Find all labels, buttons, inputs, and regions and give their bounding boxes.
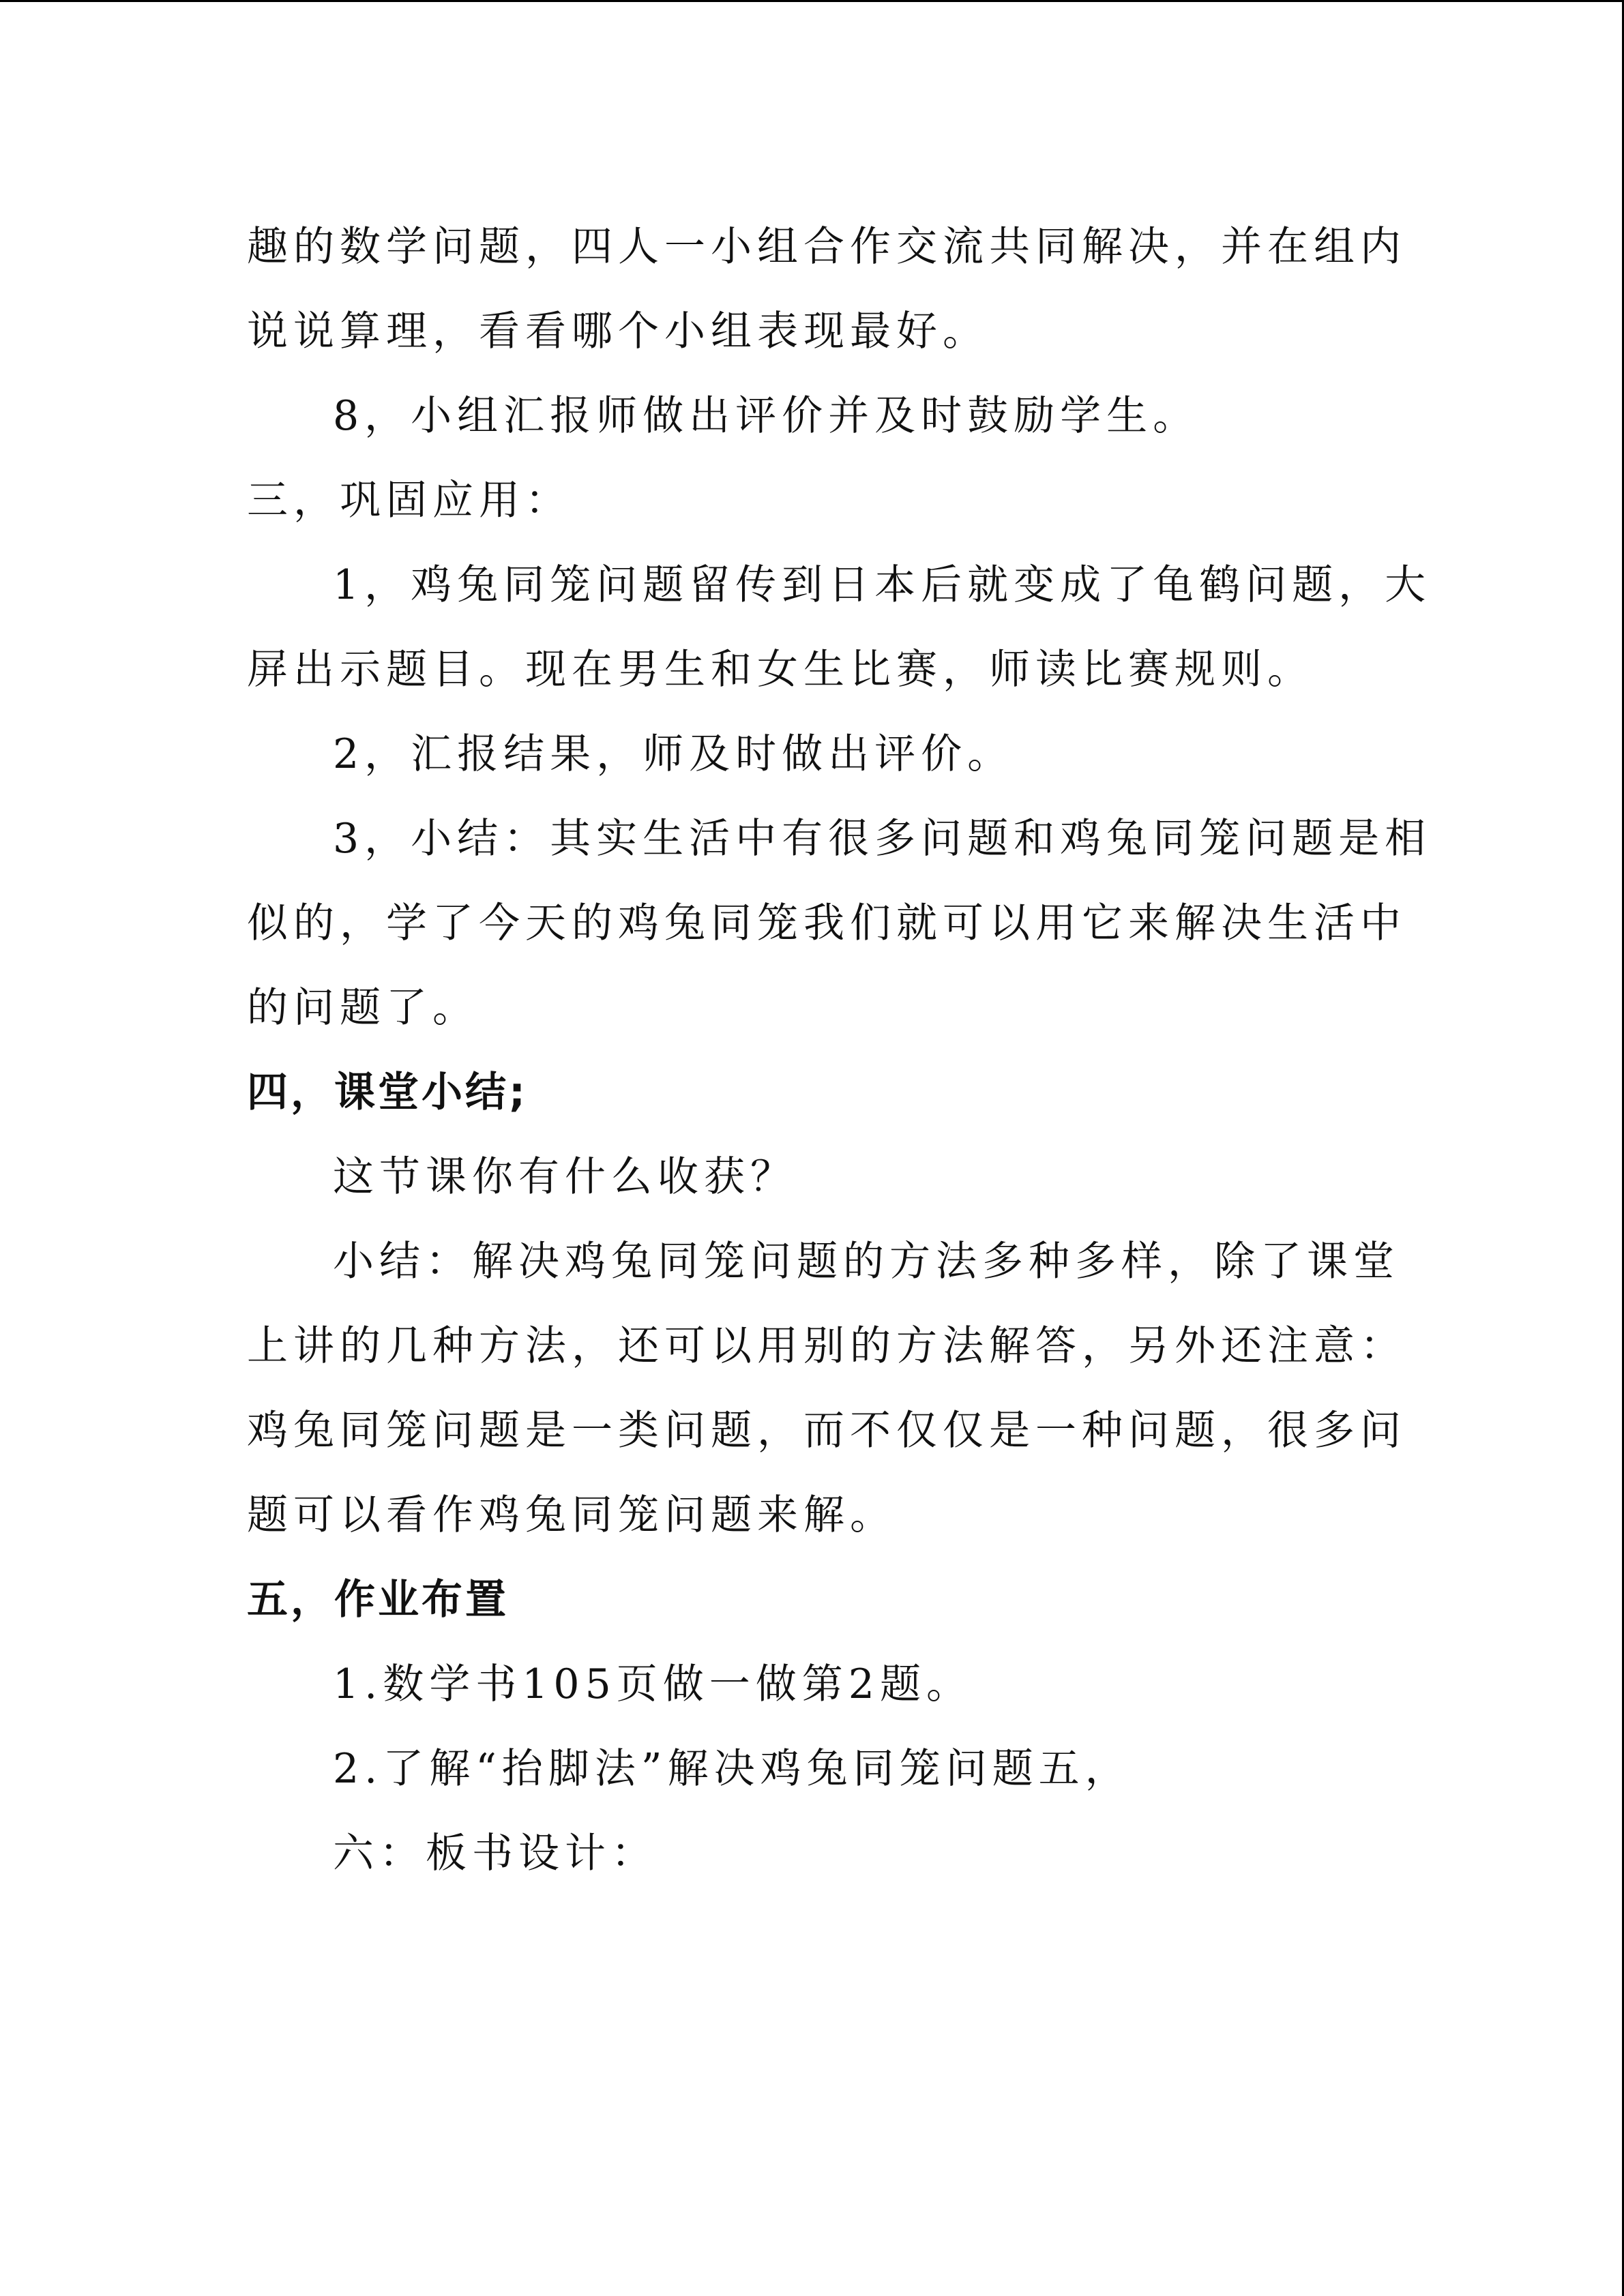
page-top-border bbox=[0, 0, 1624, 2]
paragraph-line: 上讲的几种方法，还可以用别的方法解答，另外还注意： bbox=[247, 1322, 1406, 1370]
paragraph-line: 似的，学了今天的鸡兔同笼我们就可以用它来解决生活中 bbox=[247, 899, 1406, 947]
paragraph-line: 1.数学书105页做一做第2题。 bbox=[333, 1660, 973, 1708]
paragraph-line: 鸡兔同笼问题是一类问题，而不仅仅是一种问题，很多问 bbox=[247, 1407, 1406, 1455]
paragraph-line: 2.了解“抬脚法”解决鸡兔同笼问题五， bbox=[333, 1745, 1132, 1793]
paragraph-line: 趣的数学问题，四人一小组合作交流共同解决，并在组内 bbox=[247, 223, 1406, 271]
paragraph-line: 3，小结：其实生活中有很多问题和鸡兔同笼问题是相 bbox=[333, 815, 1432, 863]
paragraph-line: 2，汇报结果，师及时做出评价。 bbox=[333, 730, 1014, 778]
paragraph-line: 这节课你有什么收获？ bbox=[333, 1153, 797, 1201]
paragraph-line: 题可以看作鸡兔同笼问题来解。 bbox=[247, 1491, 896, 1539]
paragraph-line: 屏出示题目。现在男生和女生比赛，师读比赛规则。 bbox=[247, 646, 1314, 694]
section-heading-consolidation: 三，巩固应用： bbox=[247, 477, 572, 524]
section-heading-homework: 五，作业布置 bbox=[247, 1576, 509, 1624]
paragraph-line: 小结：解决鸡兔同笼问题的方法多种多样，除了课堂 bbox=[333, 1238, 1400, 1285]
section-heading-board-design: 六：板书设计： bbox=[333, 1830, 658, 1877]
paragraph-line: 8，小组汇报师做出评价并及时鼓励学生。 bbox=[333, 392, 1200, 440]
paragraph-line: 的问题了。 bbox=[247, 984, 479, 1032]
document-body bbox=[247, 205, 1432, 1896]
paragraph-line: 说说算理，看看哪个小组表现最好。 bbox=[247, 308, 989, 355]
section-heading-summary: 四，课堂小结; bbox=[247, 1069, 528, 1116]
paragraph-line: 1，鸡兔同笼问题留传到日本后就变成了龟鹤问题，大 bbox=[333, 561, 1432, 609]
